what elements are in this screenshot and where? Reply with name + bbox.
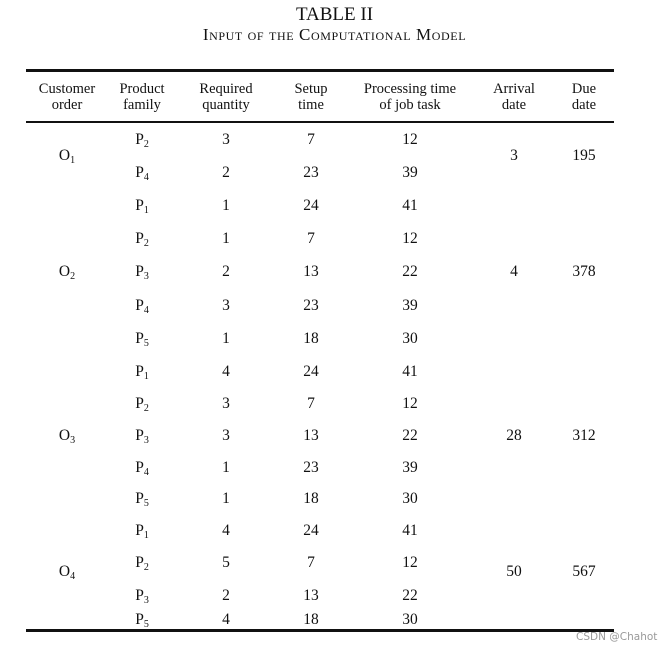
customer-order-cell: [59, 263, 75, 281]
product-family-cell-subscript: 1: [143, 371, 149, 382]
header-line: quantity: [202, 97, 250, 113]
product-family-cell-subscript: 1: [143, 530, 149, 541]
product-family-cell-base: P: [135, 490, 144, 507]
header-rule: [26, 121, 614, 123]
required-quantity-cell: 1: [222, 230, 230, 247]
header-product-family: [119, 81, 164, 113]
product-family-cell: [135, 297, 149, 315]
arrival-date-cell: 50: [506, 563, 522, 580]
processing-time-cell: 22: [402, 427, 418, 444]
required-quantity-cell: 1: [222, 459, 230, 476]
customer-order-cell: [59, 563, 75, 581]
header-required-quantity: [199, 81, 252, 113]
setup-time-cell: 7: [307, 131, 315, 148]
processing-time-cell: 30: [402, 330, 418, 347]
due-date-cell: 312: [572, 427, 596, 444]
setup-time-cell: 24: [303, 522, 319, 539]
product-family-cell-subscript: 5: [143, 498, 149, 509]
header-line: Processing time: [363, 81, 457, 97]
header-line: Required: [199, 81, 253, 97]
product-family-cell-subscript: 2: [143, 139, 149, 150]
header-arrival-date: [493, 81, 535, 113]
processing-time-cell: 12: [402, 230, 418, 247]
header-line: Customer: [38, 81, 96, 97]
customer-order-cell: [59, 427, 75, 445]
header-line: Product: [119, 81, 165, 97]
product-family-cell-subscript: 4: [143, 172, 149, 183]
product-family-cell: [135, 554, 149, 572]
table-subtitle: Input of the Computational Model: [202, 25, 467, 44]
header-line: date: [501, 97, 527, 113]
product-family-cell-base: P: [135, 459, 144, 476]
setup-time-cell: 7: [307, 395, 315, 412]
processing-time-cell: 39: [402, 459, 418, 476]
due-date-cell: 195: [572, 147, 596, 164]
due-date-cell: 567: [572, 563, 596, 580]
required-quantity-cell: 3: [222, 427, 230, 444]
processing-time-cell: 30: [402, 490, 418, 507]
processing-time-cell: 30: [402, 611, 418, 628]
product-family-cell-base: P: [135, 330, 144, 347]
header-processing-time: [364, 81, 456, 113]
product-family-cell: [135, 490, 149, 508]
watermark: CSDN @Chahot: [576, 631, 658, 643]
product-family-cell-subscript: 3: [143, 271, 149, 282]
product-family-cell-base: P: [135, 164, 144, 181]
header-setup-time: [294, 81, 327, 113]
product-family-cell-base: P: [135, 363, 144, 380]
setup-time-cell: 24: [303, 197, 319, 214]
product-family-cell: [135, 522, 149, 540]
product-family-cell: [135, 131, 149, 149]
setup-time-cell: 23: [303, 297, 319, 314]
header-line: time: [298, 97, 324, 113]
product-family-cell: [135, 363, 149, 381]
setup-time-cell: 7: [307, 554, 315, 571]
setup-time-cell: 18: [303, 611, 319, 628]
product-family-cell-subscript: 4: [143, 467, 149, 478]
header-line: Arrival: [493, 81, 535, 97]
setup-time-cell: 13: [303, 587, 319, 604]
required-quantity-cell: 1: [222, 330, 230, 347]
product-family-cell-subscript: 3: [143, 595, 149, 606]
header-line: order: [51, 97, 83, 113]
processing-time-cell: 22: [402, 587, 418, 604]
customer-order-cell-base: O: [58, 563, 71, 580]
customer-order-cell-subscript: 1: [70, 155, 76, 166]
required-quantity-cell: 4: [222, 522, 230, 539]
required-quantity-cell: 3: [222, 297, 230, 314]
product-family-cell: [135, 459, 149, 477]
product-family-cell-base: P: [135, 554, 144, 571]
table-title: TABLE II: [295, 4, 374, 25]
top-rule: [26, 69, 614, 72]
product-family-cell: [135, 263, 149, 281]
processing-time-cell: 41: [402, 522, 418, 539]
processing-time-cell: 12: [402, 554, 418, 571]
product-family-cell: [135, 427, 149, 445]
processing-time-cell: 39: [402, 164, 418, 181]
product-family-cell-base: P: [135, 263, 144, 280]
header-customer-order: [39, 81, 95, 113]
setup-time-cell: 7: [307, 230, 315, 247]
due-date-cell: 378: [572, 263, 596, 280]
required-quantity-cell: 3: [222, 131, 230, 148]
product-family-cell-base: P: [135, 427, 144, 444]
required-quantity-cell: 3: [222, 395, 230, 412]
customer-order-cell-subscript: 3: [70, 435, 76, 446]
product-family-cell-subscript: 2: [143, 238, 149, 249]
required-quantity-cell: 5: [222, 554, 230, 571]
product-family-cell-subscript: 2: [143, 403, 149, 414]
arrival-date-cell: 28: [506, 427, 522, 444]
setup-time-cell: 18: [303, 330, 319, 347]
processing-time-cell: 12: [402, 395, 418, 412]
product-family-cell-subscript: 3: [143, 435, 149, 446]
product-family-cell-base: P: [135, 611, 144, 628]
product-family-cell: [135, 197, 149, 215]
customer-order-cell-base: O: [58, 427, 71, 444]
header-line: Setup: [294, 81, 328, 97]
product-family-cell-base: P: [135, 230, 144, 247]
setup-time-cell: 13: [303, 427, 319, 444]
setup-time-cell: 23: [303, 164, 319, 181]
customer-order-cell-base: O: [58, 263, 71, 280]
product-family-cell: [135, 395, 149, 413]
product-family-cell: [135, 330, 149, 348]
product-family-cell-subscript: 2: [143, 562, 149, 573]
header-line: date: [571, 97, 597, 113]
setup-time-cell: 18: [303, 490, 319, 507]
customer-order-cell-subscript: 2: [70, 271, 76, 282]
product-family-cell: [135, 587, 149, 605]
processing-time-cell: 12: [402, 131, 418, 148]
setup-time-cell: 24: [303, 363, 319, 380]
required-quantity-cell: 4: [222, 363, 230, 380]
processing-time-cell: 41: [402, 363, 418, 380]
setup-time-cell: 23: [303, 459, 319, 476]
processing-time-cell: 22: [402, 263, 418, 280]
product-family-cell-base: P: [135, 587, 144, 604]
header-line: Due: [571, 81, 597, 97]
product-family-cell-subscript: 5: [143, 338, 149, 349]
bottom-rule: [26, 629, 614, 632]
required-quantity-cell: 4: [222, 611, 230, 628]
required-quantity-cell: 2: [222, 587, 230, 604]
customer-order-cell-subscript: 4: [70, 571, 76, 582]
product-family-cell-base: P: [135, 297, 144, 314]
product-family-cell: [135, 164, 149, 182]
required-quantity-cell: 2: [222, 164, 230, 181]
arrival-date-cell: 3: [510, 147, 518, 164]
header-line: of job task: [379, 97, 441, 113]
product-family-cell: [135, 611, 149, 629]
product-family-cell-base: P: [135, 395, 144, 412]
required-quantity-cell: 1: [222, 490, 230, 507]
setup-time-cell: 13: [303, 263, 319, 280]
product-family-cell-subscript: 5: [143, 619, 149, 630]
processing-time-cell: 39: [402, 297, 418, 314]
product-family-cell-subscript: 4: [143, 305, 149, 316]
product-family-cell: [135, 230, 149, 248]
customer-order-cell: [59, 147, 75, 165]
header-due-date: [572, 81, 596, 113]
header-line: family: [123, 97, 161, 113]
product-family-cell-base: P: [135, 197, 144, 214]
required-quantity-cell: 1: [222, 197, 230, 214]
product-family-cell-subscript: 1: [143, 205, 149, 216]
product-family-cell-base: P: [135, 131, 144, 148]
required-quantity-cell: 2: [222, 263, 230, 280]
customer-order-cell-base: O: [58, 147, 71, 164]
processing-time-cell: 41: [402, 197, 418, 214]
product-family-cell-base: P: [135, 522, 144, 539]
arrival-date-cell: 4: [510, 263, 518, 280]
